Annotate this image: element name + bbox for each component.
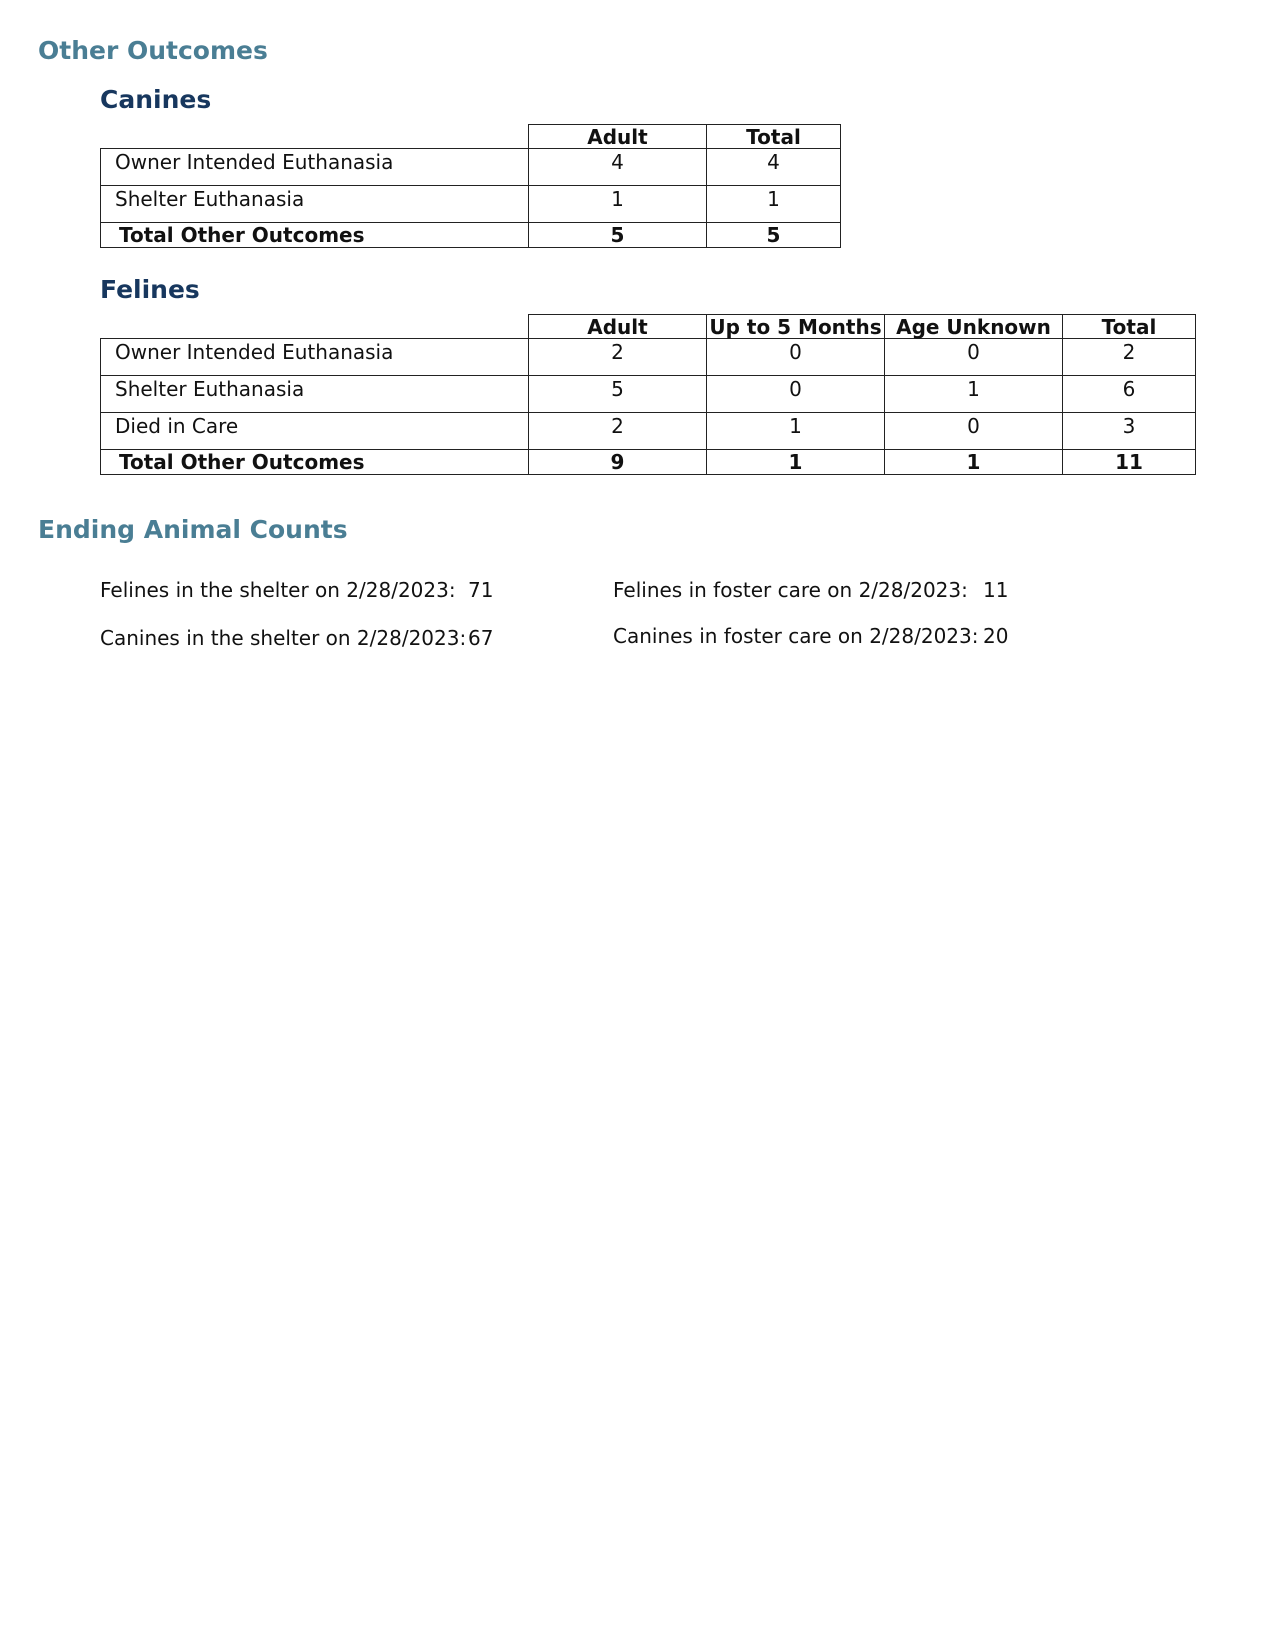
count-value: 20: [983, 624, 1009, 648]
total-cell-value: 5: [707, 223, 841, 248]
total-row-label: Total Other Outcomes: [101, 450, 529, 475]
cell-value: 1: [707, 413, 885, 450]
row-label: Shelter Euthanasia: [101, 376, 529, 413]
cell-value: 0: [885, 413, 1063, 450]
total-row-label: Total Other Outcomes: [101, 223, 529, 248]
table-row: [101, 413, 1196, 450]
canines-outcomes-table: [100, 124, 841, 248]
cell-value: 5: [529, 376, 707, 413]
table-row: [101, 149, 841, 186]
count-value: 71: [468, 578, 494, 602]
table-row: [101, 186, 841, 223]
count-label: Canines in foster care on 2/28/2023:: [613, 624, 979, 648]
column-header-total: Total: [1063, 315, 1196, 339]
cell-value: 2: [1063, 339, 1196, 376]
cell-value: 1: [885, 376, 1063, 413]
row-label: Shelter Euthanasia: [101, 186, 529, 223]
cell-value: 0: [885, 339, 1063, 376]
total-cell-value: 9: [529, 450, 707, 475]
count-label: Felines in the shelter on 2/28/2023:: [100, 578, 456, 602]
table-total-row: [101, 223, 841, 248]
table-row: [101, 339, 1196, 376]
felines-outcomes-table: [100, 314, 1196, 475]
column-header-adult: Adult: [529, 125, 707, 149]
header-blank-cell: [101, 125, 529, 149]
count-value: 67: [468, 626, 494, 650]
count-felines-foster: [613, 578, 1033, 606]
cell-value: 2: [529, 413, 707, 450]
row-label: Died in Care: [101, 413, 529, 450]
count-felines-shelter: [100, 578, 520, 606]
cell-value: 0: [707, 376, 885, 413]
count-canines-shelter: [100, 626, 520, 654]
table-header-row: [101, 125, 841, 149]
count-label: Canines in the shelter on 2/28/2023:: [100, 626, 467, 650]
table-header-row: [101, 315, 1196, 339]
row-label: Owner Intended Euthanasia: [101, 149, 529, 186]
column-header-up-to-5-months: Up to 5 Months: [707, 315, 885, 339]
column-header-adult: Adult: [529, 315, 707, 339]
cell-value: 3: [1063, 413, 1196, 450]
column-header-age-unknown: Age Unknown: [885, 315, 1063, 339]
cell-value: 2: [529, 339, 707, 376]
cell-value: 4: [529, 149, 707, 186]
table-total-row: [101, 450, 1196, 475]
felines-title: Felines: [100, 275, 200, 304]
total-cell-value: 5: [529, 223, 707, 248]
cell-value: 1: [707, 186, 841, 223]
count-canines-foster: [613, 624, 1033, 652]
cell-value: 4: [707, 149, 841, 186]
row-label: Owner Intended Euthanasia: [101, 339, 529, 376]
count-value: 11: [983, 578, 1009, 602]
total-cell-value: 11: [1063, 450, 1196, 475]
total-cell-value: 1: [885, 450, 1063, 475]
header-blank-cell: [101, 315, 529, 339]
canines-title: Canines: [100, 85, 212, 114]
column-header-total: Total: [707, 125, 841, 149]
cell-value: 0: [707, 339, 885, 376]
section-title-ending-animal-counts: Ending Animal Counts: [38, 515, 348, 544]
cell-value: 1: [529, 186, 707, 223]
cell-value: 6: [1063, 376, 1196, 413]
count-label: Felines in foster care on 2/28/2023:: [613, 578, 968, 602]
table-row: [101, 376, 1196, 413]
section-title-other-outcomes: Other Outcomes: [38, 36, 268, 65]
total-cell-value: 1: [707, 450, 885, 475]
